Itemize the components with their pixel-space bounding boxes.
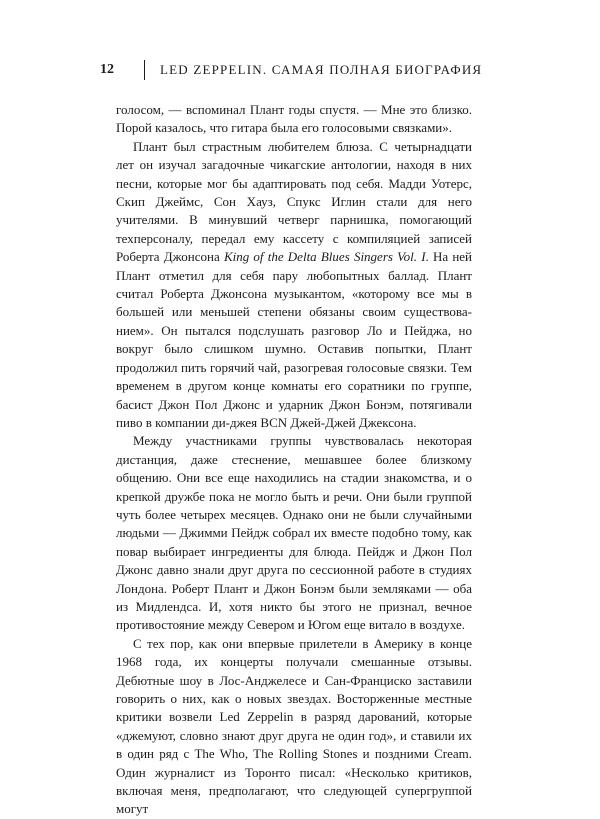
header-divider <box>144 60 145 80</box>
paragraph <box>116 432 472 634</box>
paragraph <box>116 635 472 819</box>
paragraph <box>116 138 472 433</box>
album-title: King of the Delta Blues Singers Vol. I <box>223 249 426 265</box>
book-title: LED ZEPPELIN. САМАЯ ПОЛНАЯ БИОГРАФИЯ <box>160 62 483 77</box>
paragraph-text: . На ней Плант отметил для себя пару любопытных баллад. Плант считал Роберта Джонсона музыкантом, «которому все мы в большей или меньшей степени обязаны своим существованием». Он пытался подслушать разговор Ло и Пейджа, но вокруг было слишком шумно. Оставив попытки, Плант продолжил пить горячий чай, разогревая голосовые связки. Тем временем в другом конце комнаты его соратники по группе, басист Джон Пол Джонс и ударник Джон Бонэм, потягивали пиво в компании ди-джея BCN Джей-Джей Джексона. <box>116 249 473 430</box>
paragraph <box>116 101 472 138</box>
paragraph-text: С тех пор, как они впервые прилетели в Америку в конце 1968 года, их концерты получали смешанные отзывы. Дебютные шоу в Лос-Анджелесе и Сан-Франциско заставили говорить о них, как о новых звездах. Восторженные местные критики возвели Led Zeppelin в разряд дарований, которые «джемуют, словно знают друг друга не один год», и ставили их в один ряд с The Who, The Rolling Stones и поздними Cream. Один журналист из Торонто писал: «Несколько критиков, включая меня, предполагают, что следующей супергруппой могут <box>116 635 472 817</box>
paragraph-text: Плант был страстным любителем блюза. С четырнадцати лет он изучал загадочные чикагские антологии, находя в них песни, которые мог бы адаптировать под себя. Мадди Уотерс, Скип Джеймс, Сон Хауз, Спукс Иглин стали для него учителями. В минувший четверг парнишка, помогающий техперсоналу, передал ему кассету с компиляцией записей Роберта Джонсона <box>116 138 472 265</box>
body-text <box>116 101 472 819</box>
paragraph-text: Между участниками группы чувствовалась некоторая дистанция, даже стеснение, мешавшее более близкому общению. Они все еще находились на стадии знакомства, и о крепкой дружбе пока не могло быть и речи. Они были группой чуть более четырех месяцев. Однако они не были случайными людьми — Джимми Пейдж собрал их вместе подобно тому, как повар выбирает ингредиенты для блюда. Пейдж и Джон Пол Джонс давно знали друг друга по сессионной работе в студиях Лондона. Роберт Плант и Джон Бонэм были земляками — оба из Мидлендса. И, хотя никто бы этого не признал, вечное противостояние между Севером и Югом еще витало в воздухе. <box>116 433 472 633</box>
running-head <box>100 58 530 82</box>
page-number: 12 <box>100 62 114 77</box>
paragraph-text: голосом, — вспоминал Плант годы спустя. — Мне это близко. Порой казалось, что гитара была его голосовыми связками». <box>116 102 472 136</box>
